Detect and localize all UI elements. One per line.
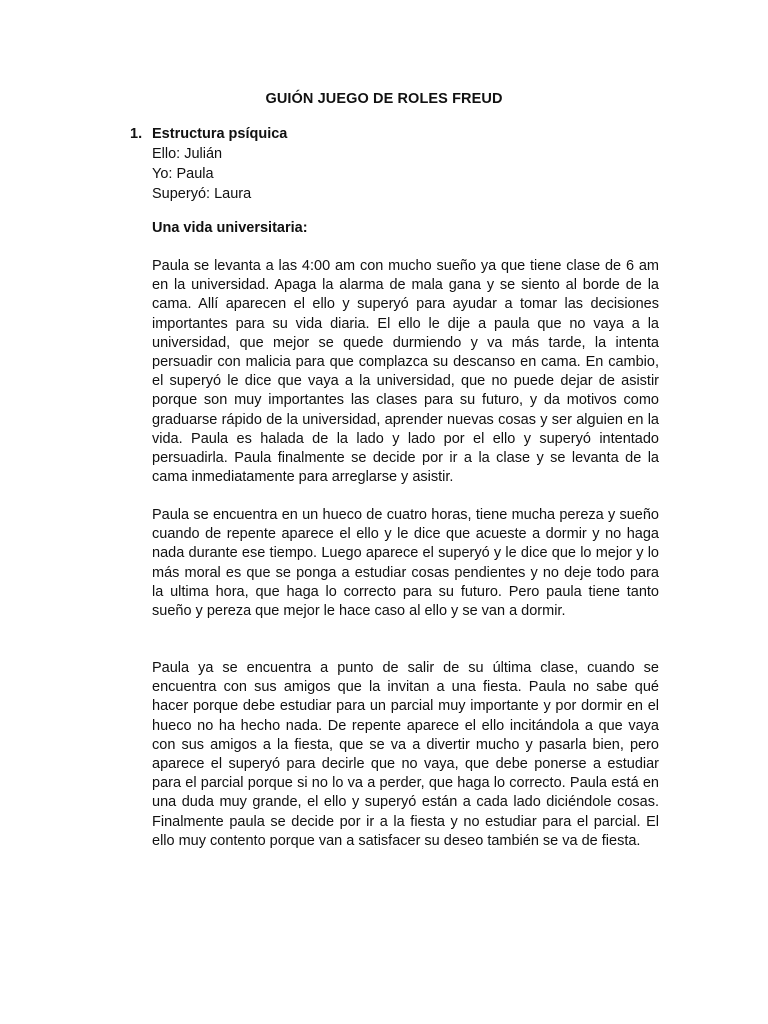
paragraph-3: Paula ya se encuentra a punto de salir de su última clase, cuando se encuentra con sus amigos que la invitan a una fiesta. Paula no sabe qué hacer porque debe estudiar para un parcial muy importante y por dormir en el hueco no ha hecho nada. De repente aparece el ello incitándola a que vaya con sus amigos a la fiesta, que se va a divertir mucho y pasarla bien, pero aparece el superyó para decirle que no vaya, que debe ponerse a estudiar para el parcial porque si no lo va a perder, que haga lo correcto. Paula está en una duda muy grande, el ello y superyó están a cada lado diciéndole cosas. Finalmente paula se decide por ir a la fiesta y no estudiar para el parcial. El ello muy contento porque van a satisfacer su deseo también se va de fiesta. bbox=[152, 660, 659, 849]
paragraph-1: Paula se levanta a las 4:00 am con mucho sueño ya que tiene clase de 6 am en la universidad. Apaga la alarma de mala gana y se siento al borde de la cama. Allí aparecen el ello y superyó para ayudar a tomar las decisiones importantes para su vida diaria. El ello le dije a paula que no vaya a la universidad, que mejor se quede durmiendo y va más tarde, la intenta persuadir con malicia para que complazca su descanso en cama. En cambio, el superyó le dice que vaya a la universidad, que no puede dejar de asistir porque son muy importantes las clases para su futuro, y da motivos como graduarse rápido de la universidad, aprender nuevas cosas y ser alguien en la vida. Paula es halada de la lado y lado por el ello y superyó intentado persuadirla. Paula finalmente se decide por ir a la clase y se levanta de la cama inmediatamente para arreglarse y asistir. bbox=[152, 258, 659, 486]
role-superyo: Superyó: Laura bbox=[152, 186, 252, 202]
role-yo: Yo: Paula bbox=[152, 166, 214, 182]
section-heading bbox=[130, 124, 670, 144]
document-title: GUIÓN JUEGO DE ROLES FREUD bbox=[265, 91, 503, 107]
section-psychic-structure bbox=[130, 124, 670, 204]
section-number: 1. bbox=[130, 126, 143, 142]
paragraph-2: Paula se encuentra en un hueco de cuatro horas, tiene mucha pereza y sueño cuando de repente aparece el ello y le dice que acueste a dormir y no haga nada durante ese tiempo. Luego aparece el superyó y le dice que lo mejor y lo más moral es que se ponga a estudiar cosas pendientes y no deje todo para la ultima hora, que haga lo correcto para su futuro. Pero paula tiene tanto sueño y pereza que mejor le hace caso al ello y se van a dormir. bbox=[152, 507, 659, 620]
section-title: Estructura psíquica bbox=[152, 126, 288, 142]
role-ello: Ello: Julián bbox=[152, 146, 223, 162]
subheading: Una vida universitaria: bbox=[152, 220, 308, 236]
